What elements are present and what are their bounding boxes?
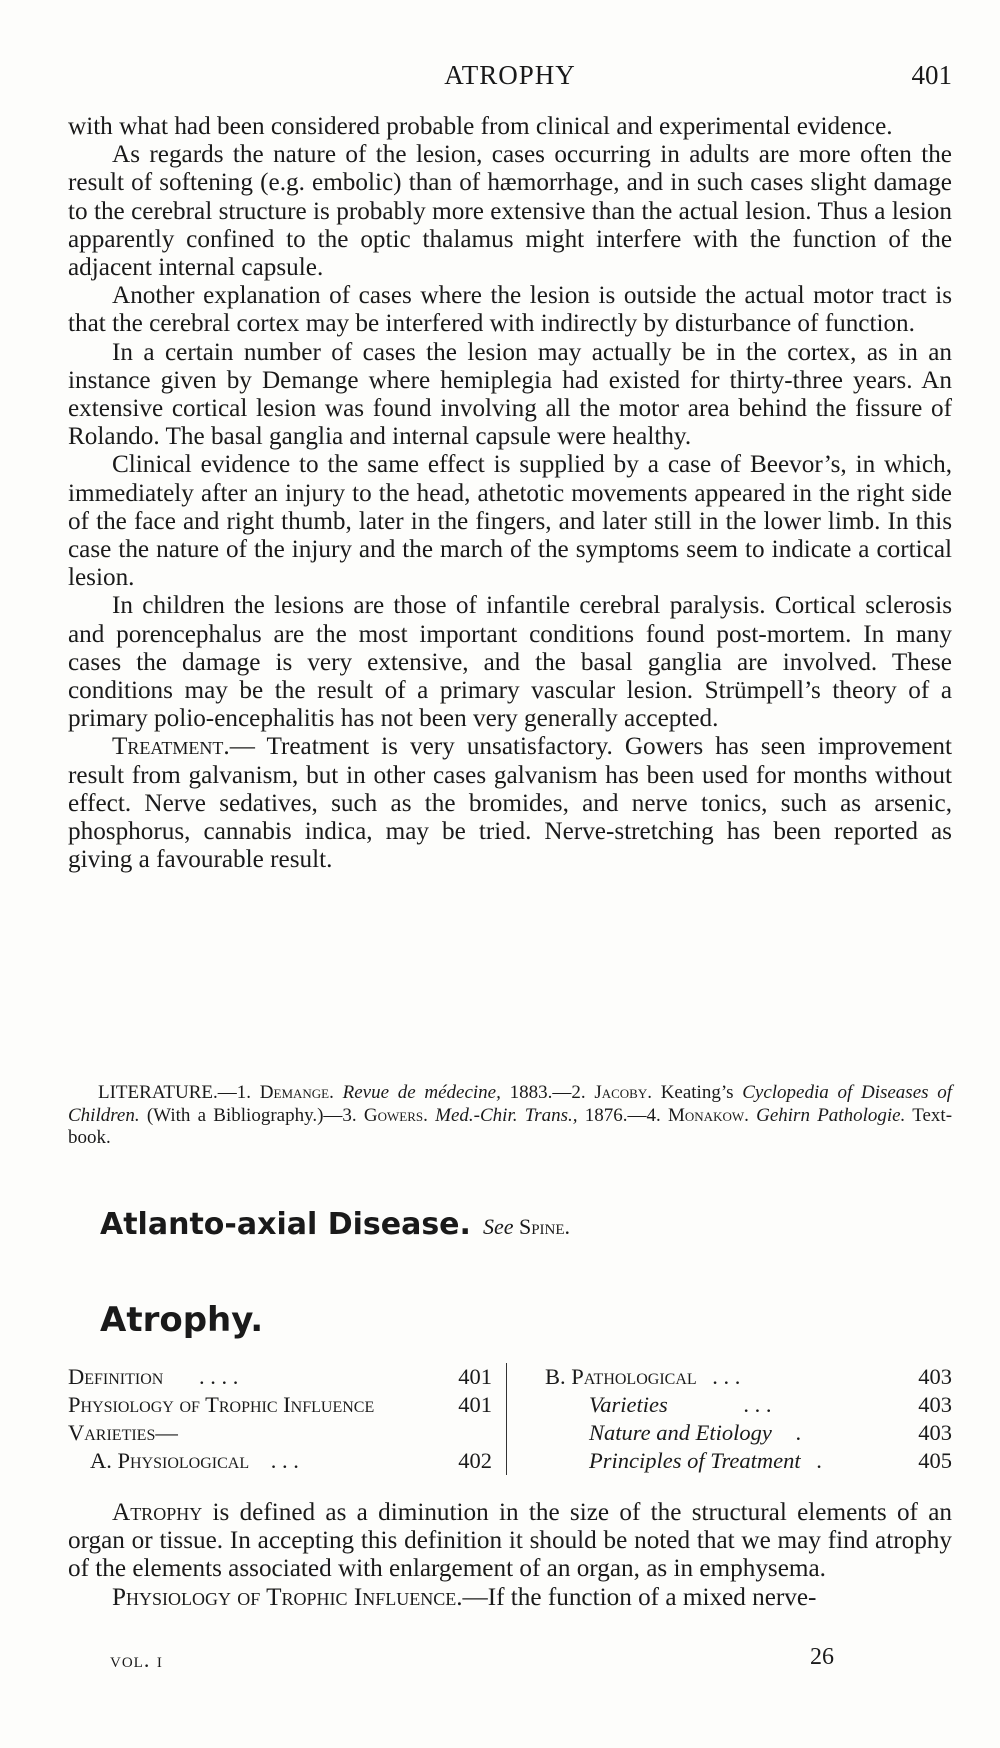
paragraph: with what had been considered probable from clinical and experimental evidence.: [68, 113, 893, 140]
volume-mark: vol. i: [110, 1647, 163, 1672]
toc-left-column: [68, 1363, 492, 1475]
lit-text: 1883.—2.: [500, 1082, 595, 1103]
toc-dots: . . .: [743, 1392, 772, 1417]
toc-page: 403: [918, 1364, 952, 1389]
toc-entry: [68, 1363, 492, 1391]
definition-body: is defined as a diminution in the size of the structural elements of an organ or tissue. In accepting this definition it should be noted that we may find atrophy of the elements associated with enlargement of an organ, as in emphysema.: [68, 1499, 952, 1583]
paragraph: In a certain number of cases the lesion may actually be in the cortex, as in an instance given by Demange where hemiplegia had existed for thirty-three years. An extensive cortical lesion was found involving all the motor area behind the fissure of Rolando. The basal ganglia and internal capsule were healthy.: [68, 338, 952, 451]
see-label: See: [482, 1214, 514, 1239]
toc-entry: [68, 1447, 492, 1475]
paragraph: [68, 1499, 952, 1584]
toc-label: Physiology of Trophic Influence: [68, 1392, 375, 1417]
toc-label: Varieties: [589, 1392, 668, 1417]
heading-atlanto-axial: [100, 1207, 570, 1242]
lit-text: 1876.—4.: [577, 1104, 669, 1126]
signature-mark: 26: [810, 1644, 834, 1670]
lit-text: Text-book.: [68, 1104, 953, 1148]
toc-label: Principles of Treatment: [589, 1448, 801, 1473]
toc-dots: .: [816, 1448, 822, 1473]
toc-label: Nature and Etiology: [589, 1420, 772, 1445]
treatment-lead: Treatment.: [112, 733, 230, 761]
toc-label: Varieties—: [68, 1420, 178, 1445]
literature-note: [68, 1082, 952, 1150]
treatment-text: — Treatment is very unsatisfactory. Gowers has seen improvement result from galvanism, but in other cases galvanism has been used for months without effect. Nerve sedatives, such as the bromides, and nerve tonics, such as arsenic, phosphorus, cannabis indica, may be tried. Nerve-stretching has been reported as giving a favourable result.: [68, 733, 952, 874]
toc-divider: [506, 1363, 507, 1475]
lit-author: Jacoby.: [594, 1082, 652, 1103]
toc-entry: [68, 1419, 492, 1447]
paragraph: Another explanation of cases where the lesion is outside the actual motor tract is that the cerebral cortex may be interfered with indirectly by disturbance of function.: [68, 282, 952, 338]
toc-dots: . . . .: [198, 1364, 239, 1389]
lit-text: —1.: [217, 1082, 260, 1103]
heading-title: Atlanto-axial Disease.: [100, 1207, 471, 1242]
lit-title: Med.-Chir. Trans.,: [435, 1104, 578, 1126]
toc-page: 403: [918, 1392, 952, 1417]
toc-entry: [545, 1391, 952, 1419]
toc-page: 403: [918, 1420, 952, 1445]
running-header: [68, 60, 952, 100]
toc-page: 405: [918, 1448, 952, 1473]
lit-title: Cyclopedia of Diseases of Children.: [68, 1082, 953, 1126]
toc-dots: .: [795, 1420, 802, 1445]
toc-entry: [545, 1363, 952, 1391]
lit-author: Gowers.: [363, 1104, 428, 1126]
lit-author: Demange.: [259, 1082, 334, 1103]
lit-text: Keating’s: [651, 1082, 743, 1103]
definition-text: [68, 1499, 952, 1612]
toc-label: B. Pathological: [545, 1364, 697, 1389]
running-title: ATROPHY: [444, 60, 576, 90]
toc-page: 401: [458, 1392, 492, 1417]
toc-page: 401: [458, 1364, 492, 1389]
physiology-body: —If the function of a mixed nerve-: [462, 1583, 817, 1611]
lit-title: Gehirn Pathologie.: [756, 1104, 906, 1126]
toc-entry: [68, 1391, 492, 1419]
paragraph: [68, 1584, 952, 1612]
definition-lead: Atrophy: [112, 1499, 203, 1526]
toc-page: 402: [458, 1448, 492, 1473]
heading-atrophy: [100, 1300, 263, 1340]
see-target: Spine.: [518, 1214, 571, 1239]
toc-dots: . . .: [712, 1364, 741, 1389]
toc-dots: . . .: [270, 1448, 299, 1473]
literature-label: LITERATURE.: [98, 1082, 218, 1103]
toc-entry: [545, 1447, 952, 1475]
toc-label: Definition: [68, 1364, 164, 1389]
physiology-lead: Physiology of Trophic Influence.: [112, 1583, 463, 1611]
toc-entry: [545, 1419, 952, 1447]
toc-label: A. Physiological: [90, 1448, 250, 1473]
heading-title: Atrophy.: [100, 1300, 264, 1340]
treatment-paragraph: [68, 733, 952, 874]
see-reference: [483, 1214, 570, 1239]
paragraph: As regards the nature of the lesion, cases occurring in adults are more often the result of softening (e.g. embolic) than of hæmorrhage, and in such cases slight damage to the cerebral structure is probably more extensive than the actual lesion. Thus a lesion apparently confined to the optic thalamus might interfere with the function of the adjacent internal capsule.: [68, 141, 952, 282]
page-number: 401: [911, 60, 952, 90]
paragraph: Clinical evidence to the same effect is supplied by a case of Beevor’s, in which, immediately after an injury to the head, athetotic movements appeared in the right side of the face and right thumb, later in the fingers, and later still in the lower limb. In this case the nature of the injury and the march of the symptoms seem to indicate a cortical lesion.: [68, 451, 952, 592]
paragraph: In children the lesions are those of infantile cerebral paralysis. Cortical sclerosis and porencephalus are the most important conditions found post-mortem. In many cases the damage is very extensive, and the basal ganglia are involved. These conditions may be the result of a primary vascular lesion. Strümpell’s theory of a primary polio-encephalitis has not been very generally accepted.: [68, 592, 952, 733]
toc-right-column: [545, 1363, 952, 1475]
lit-author: Monakow.: [668, 1104, 749, 1126]
main-text: [68, 113, 952, 874]
lit-text: (With a Bibliography.)—3.: [139, 1104, 364, 1126]
lit-title: Revue de médecine,: [342, 1082, 501, 1103]
